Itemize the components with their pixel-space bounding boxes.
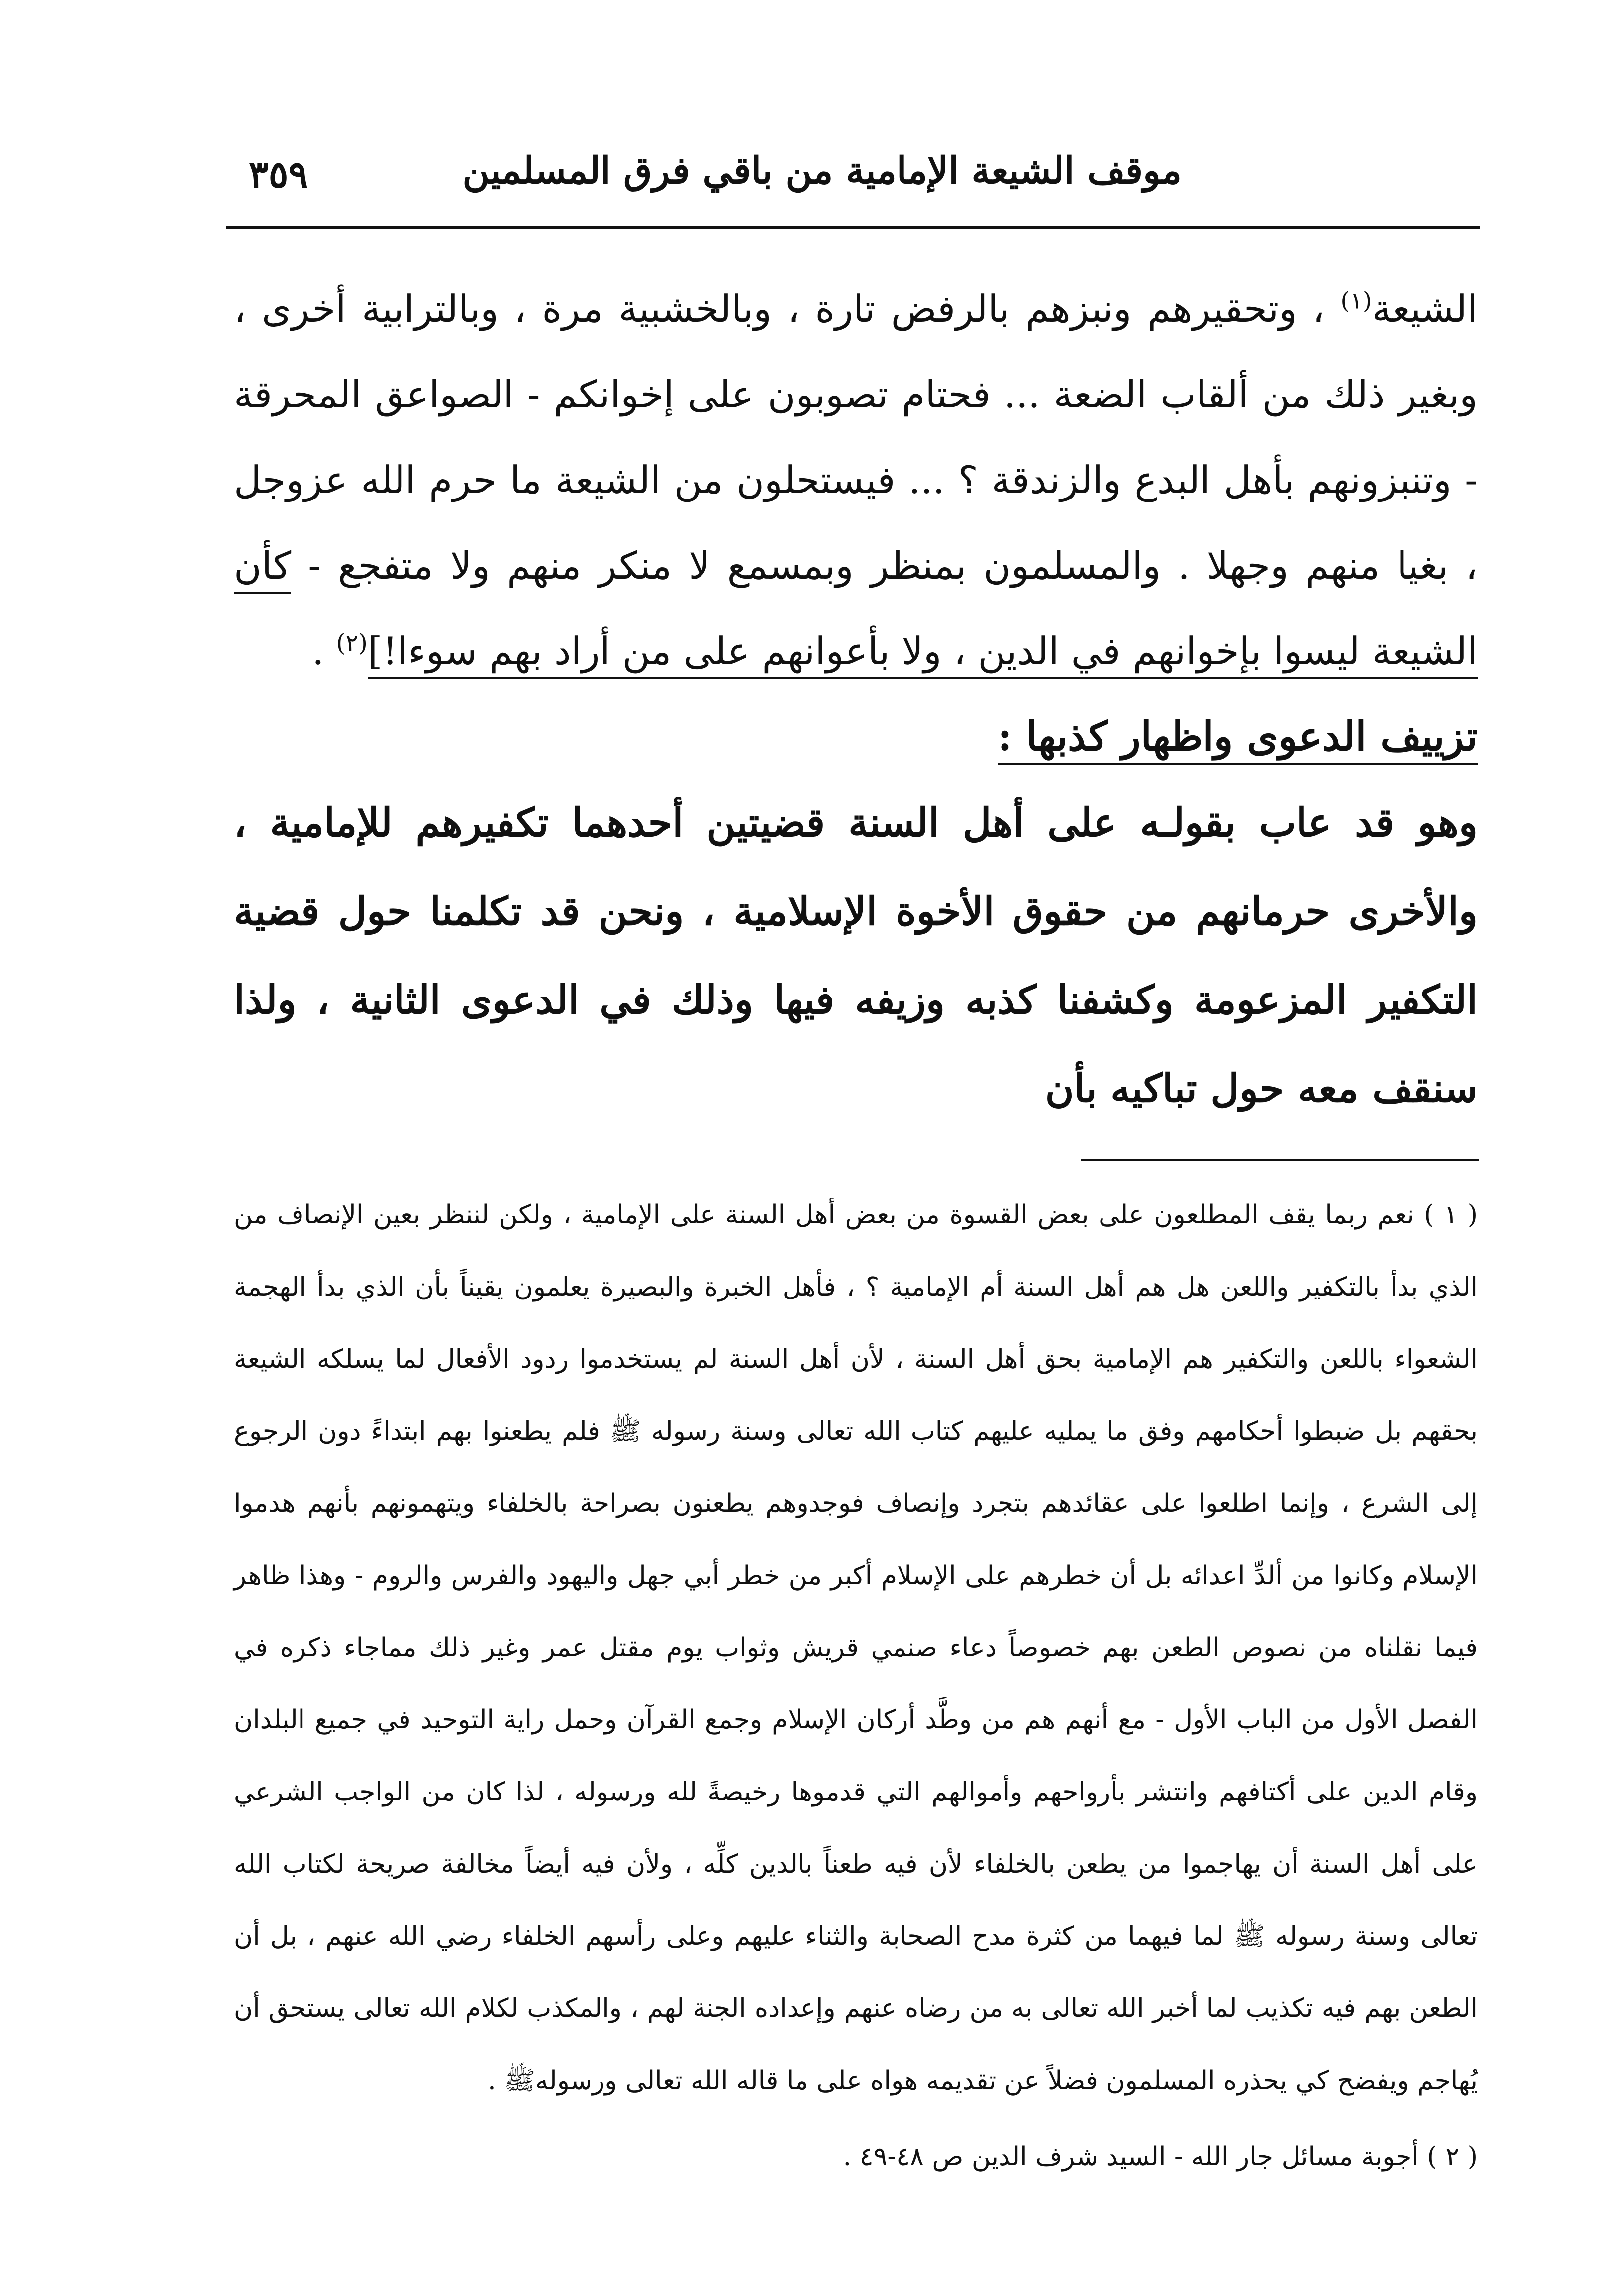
paragraph-2: وهو قد عاب بقولـه على أهل السنة قضيتين أحدهما تكفيرهم للإمامية ، والأخرى حرمانهم من حقوق الأخوة الإسلامية ، ونحن قد تكلمنا حول قضية التكفير المزعومة وكشفنا كذبه وزيفه فيها وذلك في الدعوى الثانية ، ولذا سنقف معه حول تباكيه بأن (234, 799, 1478, 1111)
paragraph-1 (234, 266, 1478, 694)
page-header (226, 134, 1480, 209)
footnote-1: ( ١ ) نعم ربما يقف المطلعون على بعض القسوة من بعض أهل السنة على الإمامية ، ولكن لننظر بعين الإنصاف من الذي بدأ بالتكفير واللعن هل هم أهل السنة أم الإمامية ؟ ، فأهل الخبرة والبصيرة يعلمون يقيناً بأن الذي بدأ الهجمة الشعواء باللعن والتكفير هم الإمامية بحق أهل السنة ، لأن أهل السنة لم يستخدموا ردود الأفعال لما يسلكه الشيعة بحقهم بل ضبطوا أحكامهم وفق ما يمليه عليهم كتاب الله تعالى وسنة رسوله ﷺ فلم يطعنوا بهم ابتداءً دون الرجوع إلى الشرع ، وإنما اطلعوا على عقائدهم بتجرد وإنصاف فوجدوهم يطعنون بصراحة بالخلفاء ويتهمونهم بأنهم هدموا الإسلام وكانوا من ألدِّ اعدائه بل أن خطرهم على الإسلام أكبر من خطر أبي جهل واليهود والفرس والروم - وهذا ظاهر فيما نقلناه من نصوص الطعن بهم خصوصاً دعاء صنمي قريش وثواب يوم مقتل عمر وغير ذلك مماجاء ذكره في الفصل الأول من الباب الأول - مع أنهم هم من وطَّد أركان الإسلام وجمع القرآن وحمل راية التوحيد في جميع البلدان وقام الدين على أكتافهم وانتشر بأرواحهم وأموالهم التي قدموها رخيصةً لله ورسوله ، لذا كان من الواجب الشرعي على أهل السنة أن يهاجموا من يطعن بالخلفاء لأن فيه طعناً بالدين كلِّه ، ولأن فيه أيضاً مخالفة صريحة لكتاب الله تعالى وسنة رسوله ﷺ لما فيهما من كثرة مدح الصحابة والثناء عليهم وعلى رأسهم الخلفاء رضي الله عنهم ، بل أن الطعن بهم فيه تكذيب لما أخبر الله تعالى به من رضاه عنهم وإعداده الجنة لهم ، والمكذب لكلام الله تعالى يستحق أن يُهاجم ويفضح كي يحذره المسلمون فضلاً عن تقديمه هواه على ما قاله الله تعالى ورسولهﷺ . (234, 1200, 1478, 2096)
footnote-ref-1: (١) (1340, 287, 1372, 315)
section-heading (234, 694, 1478, 779)
underlined-quote: كأن الشيعة ليسوا بإخوانهم في الدين ، ولا بأعوانهم على من أراد بهم سوءا!] (234, 543, 1478, 679)
page-number: ٣٥٩ (249, 153, 308, 196)
footnote-ref-2: (٢) (336, 629, 368, 657)
para1-end: . (312, 629, 324, 673)
footnote-2: ( ٢ ) أجوبة مسائل جار الله - السيد شرف الدين ص ٤٨-٤٩ . (843, 2142, 1478, 2172)
header-divider (226, 226, 1480, 229)
footnote-divider (1081, 1159, 1479, 1161)
footnotes (234, 1179, 1478, 2193)
main-text (234, 266, 1478, 1133)
para1-start: الشيعة (1372, 287, 1478, 331)
running-title: موقف الشيعة الإمامية من باقي فرق المسلمين (462, 149, 1182, 192)
section-heading-text: تزييف الدعوى واظهار كذبها : (998, 713, 1478, 765)
para1-main: ، وتحقيرهم ونبزهم بالرفض تارة ، وبالخشبية مرة ، وبالترابية أخرى ، وبغير ذلك من ألقاب الضعة ... فحتام تصوبون على إخوانكم - الصواعق المحرقة - وتنبزونهم بأهل البدع والزندقة ؟ ... فيستحلون من الشيعة ما حرم الله عزوجل ، بغيا منهم وجهلا . والمسلمون بمنظر وبمسمع لا منكر منهم ولا متفجع - (234, 287, 1478, 588)
